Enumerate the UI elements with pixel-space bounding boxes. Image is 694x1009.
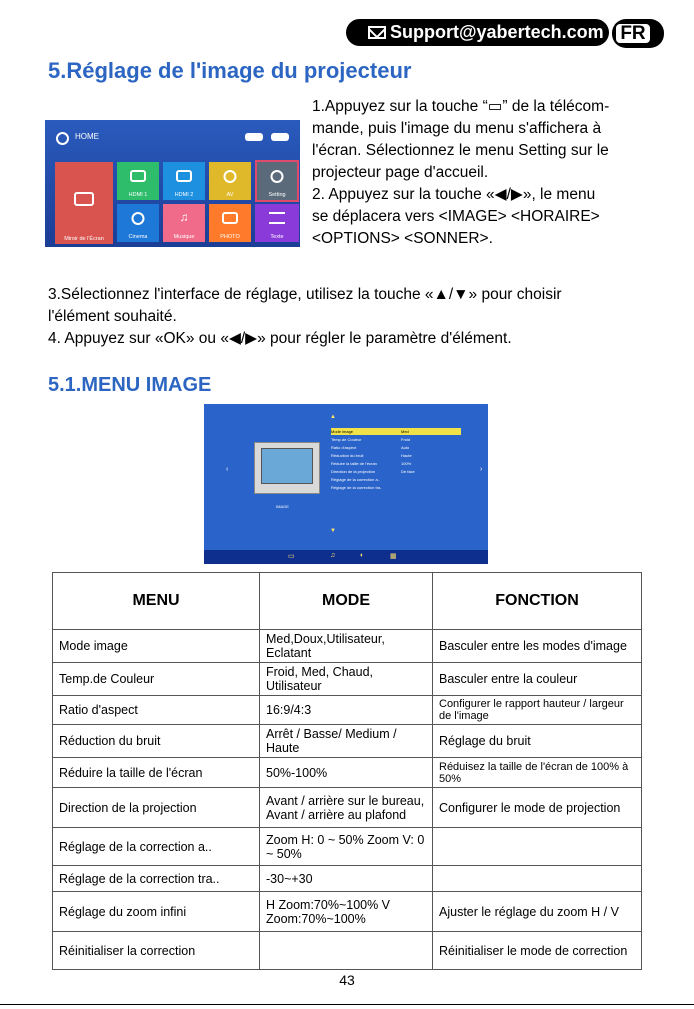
tile-mirror: Miroir de l'Écran — [55, 162, 113, 244]
tile-setting: Setting — [255, 160, 299, 202]
step1-line: 1.Appuyez sur la touche “▭” de la télécom- — [312, 98, 610, 115]
table-row — [53, 892, 642, 932]
toggle-icon — [245, 133, 263, 141]
tile-cinema: Cinema — [117, 204, 159, 242]
toggle-icon — [271, 133, 289, 141]
mail-icon — [368, 26, 386, 39]
tv-icon — [254, 442, 320, 494]
step1-line: mande, puis l'image du menu s'affichera à — [312, 120, 602, 137]
tile-text: Texte — [255, 204, 299, 242]
table-cell: Réinitialiser la correction — [53, 932, 260, 970]
step1-line: l'écran. Sélectionnez le menu Setting sur le — [312, 142, 609, 159]
step2-line: 2. Appuyez sur la touche «◀/▶», le menu — [312, 186, 596, 203]
menu-item: Réglage de la correction tra.. — [331, 485, 383, 490]
instructions-steps-1-2 — [312, 96, 662, 250]
table-row — [53, 788, 642, 828]
home-label: HOME — [75, 132, 99, 141]
page-number: 43 — [339, 972, 355, 988]
step2-line: se déplacera vers <IMAGE> <HORAIRE> — [312, 208, 600, 225]
table-row — [53, 630, 642, 663]
support-email: Support@yabertech.com — [390, 22, 604, 42]
menu-item: Direction de la projection De face — [331, 469, 415, 474]
table-header-row — [53, 573, 642, 630]
menu-item: Réduction du bruit Haute — [331, 453, 412, 458]
table-cell: Réglage du zoom infini — [53, 892, 260, 932]
table-row — [53, 828, 642, 866]
grid-icon: ▦ — [390, 553, 397, 560]
table-header: MENU — [53, 573, 260, 630]
menu-item: Réglage de la correction a.. — [331, 477, 380, 482]
table-cell: Réduisez la taille de l'écran de 100% à 50% — [433, 758, 642, 788]
table-header: MODE — [260, 573, 433, 630]
table-cell: Basculer entre la couleur — [433, 663, 642, 696]
right-arrow-icon: › — [480, 466, 483, 473]
language-code: FR — [614, 22, 652, 45]
table-row — [53, 663, 642, 696]
home-icon — [56, 132, 69, 145]
table-row — [53, 932, 642, 970]
power-icon: ◐ — [360, 552, 365, 559]
support-email-banner — [346, 19, 609, 46]
monitor-icon: ▭ — [288, 553, 295, 560]
menu-image-table — [52, 572, 642, 970]
tile-photo: PHOTO — [209, 204, 251, 242]
table-cell: Mode image — [53, 630, 260, 663]
table-cell: 50%-100% — [260, 758, 433, 788]
table-row — [53, 758, 642, 788]
table-cell: Réglage de la correction tra.. — [53, 866, 260, 892]
table-cell: Configurer le rapport hauteur / largeur de l'image — [433, 696, 642, 725]
table-cell — [260, 932, 433, 970]
menu-item: Ratio d'aspect Auto — [331, 445, 410, 450]
table-cell: Réglage de la correction a.. — [53, 828, 260, 866]
up-arrow-icon: ▲ — [330, 414, 336, 420]
music-icon: ♫ — [330, 552, 336, 559]
table-cell: Réinitialiser le mode de correction — [433, 932, 642, 970]
table-cell: Réduire la taille de l'écran — [53, 758, 260, 788]
tile-music: ♫ Musique — [163, 204, 205, 242]
table-cell: 16:9/4:3 — [260, 696, 433, 725]
table-cell: Froid, Med, Chaud, Utilisateur — [260, 663, 433, 696]
table-cell — [433, 866, 642, 892]
table-cell: Réglage du bruit — [433, 725, 642, 758]
table-row — [53, 725, 642, 758]
table-cell: Configurer le mode de projection — [433, 788, 642, 828]
tile-av: AV — [209, 162, 251, 200]
table-cell: Ajuster le réglage du zoom H / V — [433, 892, 642, 932]
table-cell — [433, 828, 642, 866]
step2-line: <OPTIONS> <SONNER>. — [312, 230, 493, 247]
table-cell: Ratio d'aspect — [53, 696, 260, 725]
tv-label: IMAGE — [276, 504, 289, 509]
page-title: 5.Réglage de l'image du projecteur — [48, 58, 412, 83]
table-cell: Temp.de Couleur — [53, 663, 260, 696]
table-cell: H Zoom:70%~100% V Zoom:70%~100% — [260, 892, 433, 932]
left-arrow-icon: ‹ — [226, 466, 229, 473]
table-cell: Avant / arrière sur le bureau, Avant / arrière au plafond — [260, 788, 433, 828]
step4-line: 4. Appuyez sur «OK» ou «◀/▶» pour régler le paramètre d'élément. — [48, 330, 512, 347]
table-cell: Med,Doux,Utilisateur, Eclatant — [260, 630, 433, 663]
table-cell: -30~+30 — [260, 866, 433, 892]
table-cell: Réduction du bruit — [53, 725, 260, 758]
menu-bottom-bar — [204, 550, 488, 564]
home-screen-image — [45, 120, 300, 247]
table-header: FONCTION — [433, 573, 642, 630]
bottom-divider — [0, 1004, 694, 1005]
tile-hdmi2: HDMI 2 — [163, 162, 205, 200]
table-cell: Arrêt / Basse/ Medium / Haute — [260, 725, 433, 758]
down-arrow-icon: ▼ — [330, 528, 336, 534]
table-cell: Basculer entre les modes d'image — [433, 630, 642, 663]
menu-item: Mode image Med — [331, 428, 461, 435]
tile-hdmi1: HDMI 1 — [117, 162, 159, 200]
instructions-steps-3-4 — [48, 284, 668, 350]
menu-item: Temp.de Couleur Froid — [331, 437, 411, 442]
step1-line: projecteur page d'accueil. — [312, 164, 489, 181]
table-cell: Zoom H: 0 ~ 50% Zoom V: 0 ~ 50% — [260, 828, 433, 866]
table-cell: Direction de la projection — [53, 788, 260, 828]
menu-item: Réduire la taille de l'écran 100% — [331, 461, 412, 466]
menu-image-screenshot — [204, 404, 488, 564]
table-row — [53, 866, 642, 892]
step3-line: l'élément souhaité. — [48, 308, 177, 325]
step3-line: 3.Sélectionnez l'interface de réglage, utilisez la touche «▲/▼» pour choisir — [48, 286, 562, 303]
section-title: 5.1.MENU IMAGE — [48, 374, 212, 396]
language-badge — [612, 19, 664, 48]
table-row — [53, 696, 642, 725]
